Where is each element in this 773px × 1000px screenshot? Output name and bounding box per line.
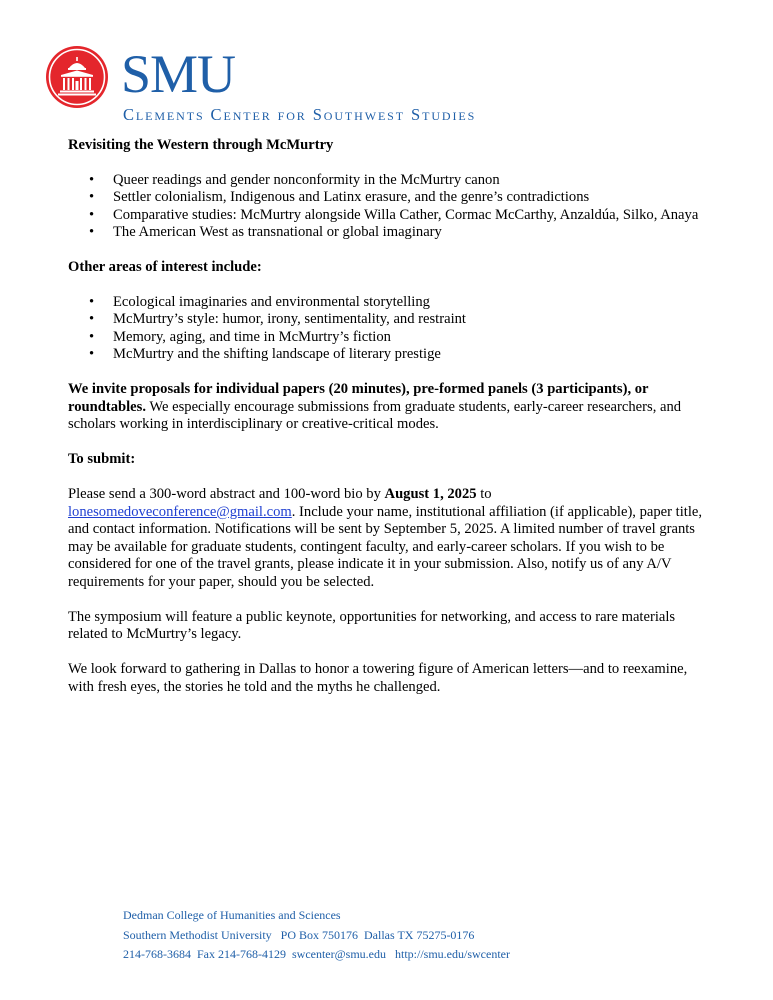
footer-college: Dedman College of Humanities and Sciences <box>123 908 341 922</box>
invite-paragraph <box>68 381 716 434</box>
submit-heading: To submit: <box>68 451 136 467</box>
section-heading: Other areas of interest include: <box>68 259 262 275</box>
submit-text-after-email: . Include your name, institutional affiliation (if applicable), paper title, and contact information. Notifications will be sent by September 5, 2025. A limited number of travel grants may be available for graduate students, contingent faculty, and early-career scholars. If you wish to be considered for one of the travel grants, please indicate it in your submission. Also, notify us of any A/V requirements for your paper, should you be selected. <box>68 503 702 590</box>
interest-list <box>68 294 716 364</box>
email-link[interactable]: lonesomedoveconference@gmail.com <box>68 503 292 520</box>
list-item: • Memory, aging, and time in McMurtry’s fiction <box>68 329 716 347</box>
submit-text-after-date: to <box>476 486 492 502</box>
invite-bold-text: We invite proposals for individual papers (20 minutes), pre-formed panels (3 participants), or roundtables. <box>68 381 649 415</box>
closing-paragraph: We look forward to gathering in Dallas to honor a towering figure of American letters—and to reexamine, with fresh eyes, the stories he told and the myths he challenged. <box>68 661 688 695</box>
symposium-paragraph: The symposium will feature a public keynote, opportunities for networking, and access to rare materials related to McMurtry’s legacy. <box>68 608 676 642</box>
list-item: • McMurtry’s style: humor, irony, sentimentality, and restraint <box>68 311 716 329</box>
list-item: • McMurtry and the shifting landscape of literary prestige <box>68 346 716 364</box>
smu-seal-icon <box>45 45 109 109</box>
topic-list <box>68 172 716 242</box>
logo-subtitle: Clements Center for Southwest Studies <box>123 105 477 124</box>
footer-address: Southern Methodist University PO Box 750176 Dallas TX 75275-0176 <box>123 927 475 942</box>
list-item: • Queer readings and gender nonconformity in the McMurtry canon <box>68 172 716 190</box>
list-item: • Comparative studies: McMurtry alongside Willa Cather, Cormac McCarthy, Anzaldúa, Silko, Anaya <box>68 207 716 225</box>
submit-text-before-date: Please send a 300-word abstract and 100-word bio by <box>68 486 385 502</box>
footer-contact: 214-768-3684 Fax 214-768-4129 swcenter@smu.edu http://smu.edu/swcenter <box>123 947 510 961</box>
section-heading: Revisiting the Western through McMurtry <box>68 137 334 153</box>
logo-wordmark: SMU <box>121 44 236 104</box>
submit-paragraph <box>68 486 716 591</box>
invite-rest-text: We especially encourage submissions from graduate students, early-career researchers, and scholars working in interdisciplinary or creative-critical modes. <box>68 398 682 432</box>
list-item: • Ecological imaginaries and environmental storytelling <box>68 294 716 312</box>
deadline-date: August 1, 2025 <box>384 486 477 502</box>
list-item: • The American West as transnational or global imaginary <box>68 224 716 242</box>
list-item: • Settler colonialism, Indigenous and Latinx erasure, and the genre’s contradictions <box>68 189 716 207</box>
letter-body <box>68 137 716 696</box>
letterhead-footer <box>123 906 510 965</box>
